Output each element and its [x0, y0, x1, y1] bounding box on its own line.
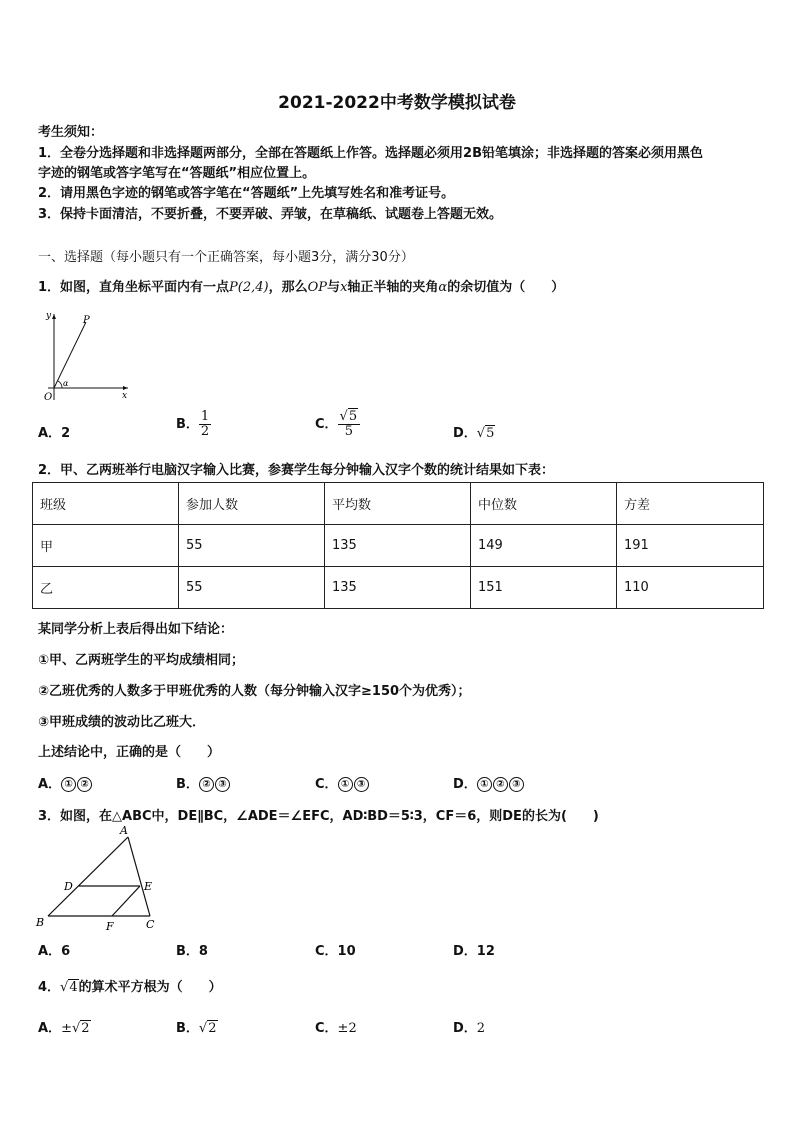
q4-option-d[interactable]: D．2 — [453, 1021, 486, 1036]
table-cell: 151 — [471, 567, 617, 609]
q1-option-d[interactable]: D．√5 — [453, 426, 495, 441]
question-3-text: 3．如图，在△ABC中，DE∥BC，∠ADE＝∠EFC，AD∶BD＝5∶3，CF＝6，则DE的长为( ) — [38, 809, 599, 824]
table-cell: 135 — [325, 525, 471, 567]
question-1-text: 1．如图，直角坐标平面内有一点P(2,4)，那么OP与x轴正半轴的夹角α的余切值为（ ） — [38, 280, 565, 295]
table-header-row — [33, 483, 764, 525]
sqrt-icon: √5 — [476, 426, 495, 441]
table-cell: 55 — [179, 567, 325, 609]
notice-item: 字迹的钢笔或答字笔写在“答题纸”相应位置上。 — [38, 166, 316, 181]
table-cell: 110 — [617, 567, 764, 609]
q3-option-b[interactable]: B．8 — [176, 944, 208, 959]
q2-option-b[interactable]: B． ② ③ — [176, 773, 231, 792]
table-cell: 149 — [471, 525, 617, 567]
conclusion-3: ③甲班成绩的波动比乙班大． — [38, 715, 206, 730]
stats-table — [32, 482, 764, 609]
q2-option-c[interactable]: C． ① ③ — [315, 773, 370, 792]
axis-x-label: x — [122, 391, 128, 401]
question-1-figure — [36, 308, 136, 404]
table-cell: 191 — [617, 525, 764, 567]
table-cell: 甲 — [33, 525, 179, 567]
table-header-cell: 班级 — [33, 483, 179, 525]
q3-option-d[interactable]: D．12 — [453, 944, 495, 959]
table-header-cell: 参加人数 — [179, 483, 325, 525]
notice-item: 1．全卷分选择题和非选择题两部分，全部在答题纸上作答。选择题必须用2B铅笔填涂；非选择题的答案必须用黑色 — [38, 146, 704, 161]
notice-item: 2．请用黑色字迹的钢笔或答字笔在“答题纸”上先填写姓名和准考证号。 — [38, 186, 455, 201]
vertex-c: C — [146, 918, 155, 931]
question-3-figure — [34, 824, 164, 934]
q1-option-c[interactable]: C． $\frac{√5}{5}$ — [315, 410, 360, 439]
fraction: $\frac{√5}{5}$ — [338, 410, 361, 439]
fraction: $\frac{1}{2}$ — [200, 409, 210, 439]
notice-heading: 考生须知： — [38, 125, 104, 140]
section-heading: 一、选择题（每小题只有一个正确答案，每小题3分，满分30分） — [38, 250, 414, 265]
table-cell: 乙 — [33, 567, 179, 609]
point-label-p: P — [83, 315, 90, 326]
vertex-f: F — [106, 920, 114, 933]
conclusion-1: ①甲、乙两班学生的平均成绩相同； — [38, 653, 245, 668]
table-header-cell: 方差 — [617, 483, 764, 525]
sqrt-icon: √2 — [198, 1021, 217, 1036]
vertex-e: E — [144, 880, 153, 893]
vertex-a: A — [120, 824, 128, 837]
question-2-text: 2．甲、乙两班举行电脑汉字输入比赛，参赛学生每分钟输入汉字个数的统计结果如下表： — [38, 463, 555, 478]
table-cell: 135 — [325, 567, 471, 609]
q4-option-b[interactable]: B．√2 — [176, 1021, 217, 1036]
table-row — [33, 567, 764, 609]
q2-option-d[interactable]: D． ① ② ③ — [453, 773, 525, 792]
table-header-cell: 中位数 — [471, 483, 617, 525]
notice-item: 3．保持卡面清洁，不要折叠，不要弄破、弄皱，在草稿纸、试题卷上答题无效。 — [38, 207, 503, 222]
question-2-prompt: 上述结论中，正确的是（ ） — [38, 745, 221, 760]
sqrt-icon: √2 — [71, 1021, 90, 1036]
table-cell: 55 — [179, 525, 325, 567]
table-header-cell: 平均数 — [325, 483, 471, 525]
sqrt-icon: √4 — [60, 980, 78, 995]
table-row — [33, 525, 764, 567]
point-p: P(2,4) — [229, 280, 269, 295]
angle-label: α — [63, 379, 69, 388]
origin-label: O — [44, 392, 53, 403]
page-title: 2021-2022中考数学模拟试卷 — [278, 93, 516, 113]
q3-option-a[interactable]: A．6 — [38, 944, 71, 959]
question-4-text: 4．√4的算术平方根为（ ） — [38, 980, 222, 995]
q3-option-c[interactable]: C．10 — [315, 944, 356, 959]
q1-option-a[interactable]: A．2 — [38, 426, 71, 441]
q4-option-a[interactable]: A．±√2 — [38, 1021, 90, 1036]
axis-y-label: y — [46, 311, 52, 321]
q1-option-b[interactable]: B． $\frac{1}{2}$ — [176, 409, 210, 439]
analysis-text: 某同学分析上表后得出如下结论： — [38, 622, 234, 637]
conclusion-2: ②乙班优秀的人数多于甲班优秀的人数（每分钟输入汉字≥150个为优秀）； — [38, 684, 471, 699]
sqrt-icon: √5 — [339, 409, 358, 424]
q4-option-c[interactable]: C．±2 — [315, 1021, 357, 1036]
q2-option-a[interactable]: A． ① ② — [38, 773, 93, 792]
vertex-d: D — [64, 880, 73, 893]
vertex-b: B — [36, 916, 45, 929]
